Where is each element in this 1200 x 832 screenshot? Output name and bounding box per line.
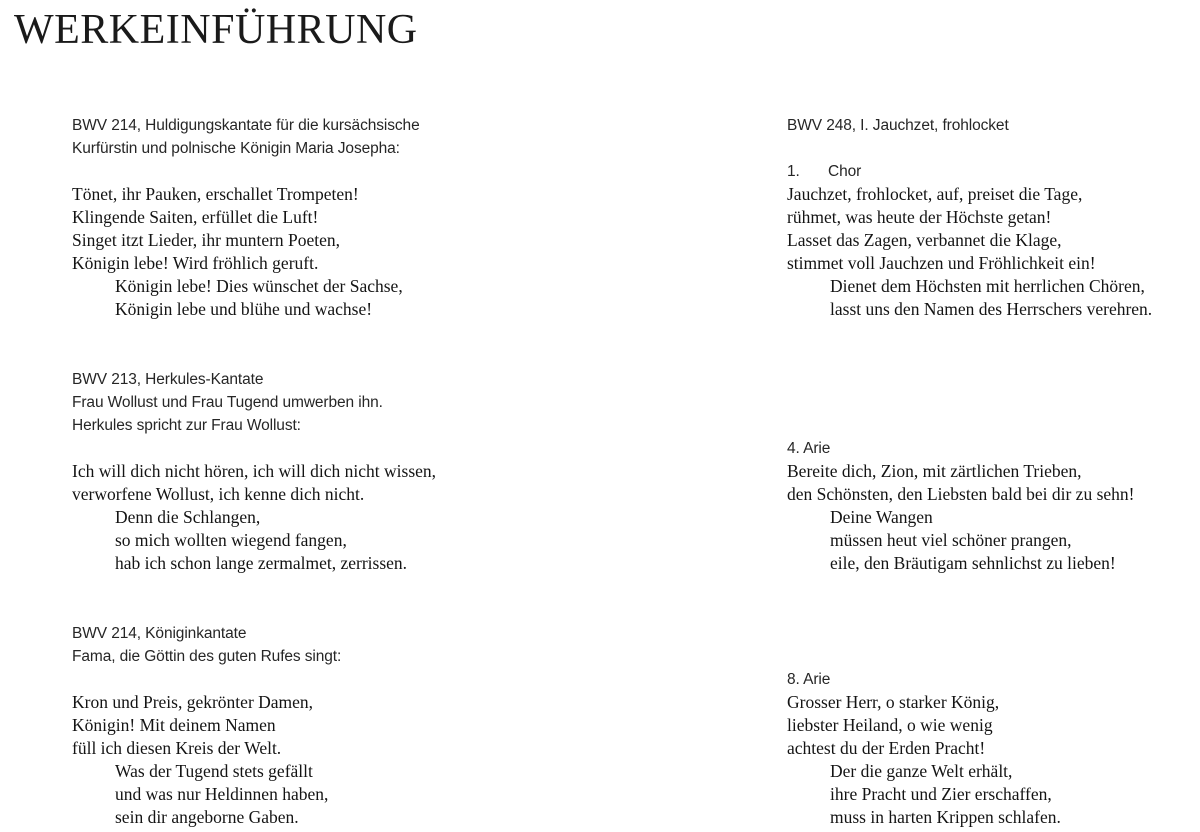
- verse-line: den Schönsten, den Liebsten bald bei dir zu sehn!: [787, 484, 1135, 504]
- movement-number: 1.: [787, 163, 800, 180]
- verse-line-indented: ihre Pracht und Zier erschaffen,: [830, 784, 1052, 804]
- section-heading: BWV 248, I. Jauchzet, frohlocket: [787, 117, 1009, 134]
- section-heading: BWV 213, Herkules-Kantate: [72, 371, 264, 388]
- verse-line-indented: Königin lebe! Dies wünschet der Sachse,: [115, 276, 403, 296]
- oratorio-section-arie-8: [787, 668, 1197, 829]
- section-heading: 4. Arie: [787, 440, 831, 457]
- verse-line: Jauchzet, frohlocket, auf, preiset die Tage,: [787, 184, 1083, 204]
- verse-line: verworfene Wollust, ich kenne dich nicht.: [72, 484, 365, 504]
- section-heading: BWV 214, Huldigungskantate für die kursächsische: [72, 117, 420, 134]
- verse-line: füll ich diesen Kreis der Welt.: [72, 738, 282, 758]
- movement-title: Chor: [828, 163, 862, 180]
- verse-line-indented: Dienet dem Höchsten mit herrlichen Chören,: [830, 276, 1145, 296]
- verse-line-indented: Deine Wangen: [830, 507, 933, 527]
- verse-line: Ich will dich nicht hören, ich will dich nicht wissen,: [72, 461, 437, 481]
- cantata-section-bwv214-huldigung: [72, 114, 632, 321]
- verse-line: Kron und Preis, gekrönter Damen,: [72, 692, 314, 712]
- verse-line-indented: hab ich schon lange zermalmet, zerrissen.: [115, 553, 408, 573]
- verse-line-indented: und was nur Heldinnen haben,: [115, 784, 329, 804]
- verse-line: Lasset das Zagen, verbannet die Klage,: [787, 230, 1062, 250]
- verse-line: achtest du der Erden Pracht!: [787, 738, 986, 758]
- verse-line: Tönet, ihr Pauken, erschallet Trompeten!: [72, 184, 359, 204]
- verse-line-indented: lasst uns den Namen des Herrschers verehren.: [830, 299, 1153, 319]
- verse-line: Königin! Mit deinem Namen: [72, 715, 276, 735]
- section-heading: 8. Arie: [787, 671, 831, 688]
- verse-line-indented: Königin lebe und blühe und wachse!: [115, 299, 373, 319]
- oratorio-section-chor: [787, 114, 1197, 321]
- cantata-section-bwv213-herkules: [72, 368, 632, 575]
- verse-line: rühmet, was heute der Höchste getan!: [787, 207, 1052, 227]
- movement-label: [787, 160, 1197, 183]
- section-heading: Frau Wollust und Frau Tugend umwerben ihn.: [72, 394, 383, 411]
- verse-line: Klingende Saiten, erfüllet die Luft!: [72, 207, 319, 227]
- section-heading: Kurfürstin und polnische Königin Maria Josepha:: [72, 140, 400, 157]
- section-heading: Fama, die Göttin des guten Rufes singt:: [72, 648, 342, 665]
- verse-line: Singet itzt Lieder, ihr muntern Poeten,: [72, 230, 341, 250]
- verse-line-indented: so mich wollten wiegend fangen,: [115, 530, 347, 550]
- verse-line: stimmet voll Jauchzen und Fröhlichkeit ein!: [787, 253, 1096, 273]
- verse-line: Grosser Herr, o starker König,: [787, 692, 1000, 712]
- oratorio-section-arie-4: [787, 437, 1197, 575]
- cantata-section-bwv214-koenigin: [72, 622, 632, 829]
- verse-line: liebster Heiland, o wie wenig: [787, 715, 993, 735]
- verse-line-indented: müssen heut viel schöner prangen,: [830, 530, 1072, 550]
- verse-line-indented: Denn die Schlangen,: [115, 507, 261, 527]
- verse-line-indented: eile, den Bräutigam sehnlichst zu lieben!: [830, 553, 1116, 573]
- section-heading: Herkules spricht zur Frau Wollust:: [72, 417, 301, 434]
- page-title: WERKEINFÜHRUNG: [14, 7, 418, 53]
- verse-line-indented: Der die ganze Welt erhält,: [830, 761, 1013, 781]
- verse-line-indented: muss in harten Krippen schlafen.: [830, 807, 1061, 827]
- verse-line: Königin lebe! Wird fröhlich geruft.: [72, 253, 319, 273]
- verse-line-indented: sein dir angeborne Gaben.: [115, 807, 299, 827]
- verse-line-indented: Was der Tugend stets gefällt: [115, 761, 313, 781]
- section-heading: BWV 214, Königinkantate: [72, 625, 247, 642]
- verse-line: Bereite dich, Zion, mit zärtlichen Trieben,: [787, 461, 1082, 481]
